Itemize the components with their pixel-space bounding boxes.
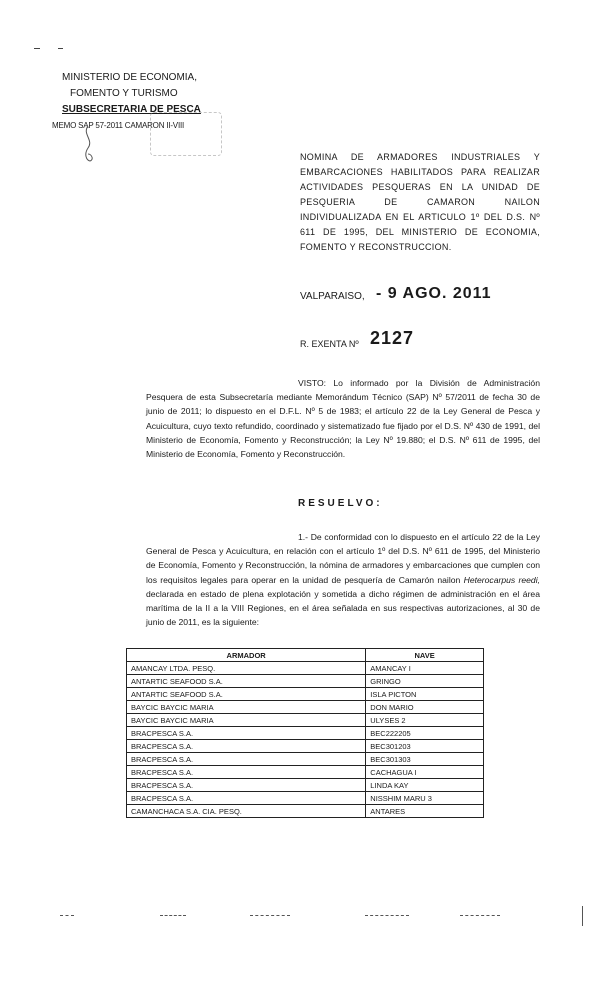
table-row xyxy=(127,688,484,701)
armador-cell: BAYCIC BAYCIC MARIA xyxy=(127,701,366,714)
point-1-tail: declarada en estado de plena explotación y sometida a dicho régimen de administración en el área marítima de la II a la VIII Regiones, en el área señalada en sus respectivas autorizaciones, al 30 de junio de 2011, es la siguiente: xyxy=(146,588,540,628)
scan-mark xyxy=(160,915,186,916)
nave-cell: AMANCAY I xyxy=(366,662,484,675)
scan-mark xyxy=(582,906,584,926)
office-stamp xyxy=(150,112,222,156)
armador-cell: ANTARTIC SEAFOOD S.A. xyxy=(127,675,366,688)
table-row xyxy=(127,753,484,766)
nave-cell: LINDA KAY xyxy=(366,779,484,792)
table-row xyxy=(127,662,484,675)
armador-cell: BRACPESCA S.A. xyxy=(127,792,366,805)
table-header-row xyxy=(127,649,484,662)
nave-cell: CACHAGUA I xyxy=(366,766,484,779)
table-row xyxy=(127,792,484,805)
handwritten-mark xyxy=(78,124,100,164)
armador-cell: AMANCAY LTDA. PESQ. xyxy=(127,662,366,675)
letterhead xyxy=(62,70,262,118)
ministry-subline: FOMENTO Y TURISMO xyxy=(70,88,178,99)
subsecretaria-line: SUBSECRETARIA DE PESCA xyxy=(62,104,201,115)
resolution-number: 2127 xyxy=(370,328,415,348)
document-title: NOMINA DE ARMADORES INDUSTRIALES Y EMBARCACIONES HABILITADOS PARA REALIZAR ACTIVIDADES PESQUERAS EN LA UNIDAD DE PESQUERIA DE CAMARON NAILON INDIVIDUALIZADA EN EL ARTICULO 1º DEL D.S. Nº 611 DE 1995, DEL MINISTERIO DE ECONOMIA, FOMENTO Y RECONSTRUCCION. xyxy=(300,152,540,252)
nave-cell: BEC222205 xyxy=(366,727,484,740)
nave-cell: ISLA PICTON xyxy=(366,688,484,701)
memo-reference: MEMO SAP 57-2011 CAMARON II-VIII xyxy=(52,121,185,130)
scan-mark xyxy=(365,915,409,916)
nave-cell: GRINGO xyxy=(366,675,484,688)
nave-cell: ANTARES xyxy=(366,805,484,818)
table-row xyxy=(127,727,484,740)
column-header-nave: NAVE xyxy=(366,649,484,662)
scan-mark xyxy=(250,915,290,916)
scan-mark xyxy=(460,915,500,916)
table-row xyxy=(127,766,484,779)
point-1-text: 1.- De conformidad con lo dispuesto en el artículo 22 de la Ley General de Pesca y Acuicultura, en relación con el artículo 1º del D.S. Nº 611 de 1995, del Ministerio de Economía, Fomento y Reconstrucción, la nómina de armadores y embarcaciones que cumplen con los requisitos legales para operar en la unidad de pesquería de Camarón nailon xyxy=(146,532,540,585)
table-row xyxy=(127,740,484,753)
armador-cell: BRACPESCA S.A. xyxy=(127,740,366,753)
scan-mark xyxy=(58,48,63,49)
armador-cell: BRACPESCA S.A. xyxy=(127,727,366,740)
armador-cell: BRACPESCA S.A. xyxy=(127,753,366,766)
ministry-line: MINISTERIO DE ECONOMIA, xyxy=(62,72,198,83)
table-row xyxy=(127,675,484,688)
armador-cell: ANTARTIC SEAFOOD S.A. xyxy=(127,688,366,701)
nave-cell: BEC301303 xyxy=(366,753,484,766)
armador-cell: BAYCIC BAYCIC MARIA xyxy=(127,714,366,727)
exenta-label: R. EXENTA Nº xyxy=(300,339,359,349)
table-row xyxy=(127,701,484,714)
table-row xyxy=(127,805,484,818)
armador-cell: CAMANCHACA S.A. CIA. PESQ. xyxy=(127,805,366,818)
resuelvo-heading: RESUELVO: xyxy=(298,498,383,509)
nave-cell: DON MARIO xyxy=(366,701,484,714)
species-name: Heterocarpus reedi, xyxy=(463,574,540,585)
nave-cell: BEC301203 xyxy=(366,740,484,753)
armador-cell: BRACPESCA S.A. xyxy=(127,779,366,792)
point-1-paragraph xyxy=(146,530,540,629)
table-row xyxy=(127,714,484,727)
column-header-armador: ARMADOR xyxy=(127,649,366,662)
armador-cell: BRACPESCA S.A. xyxy=(127,766,366,779)
armadores-table xyxy=(126,648,484,818)
visto-paragraph: VISTO: Lo informado por la División de Administración Pesquera de esta Subsecretaría mediante Memorándum Técnico (SAP) Nº 57/2011 de fecha 30 de junio de 2011; lo dispuesto en el D.F.L. Nº 5 de 1983; el artículo 22 de la Ley General de Pesca y Acuicultura, cuyo texto refundido, coordinado y sistematizado fue fijado por el D.S. Nº 430 de 1991, del Ministerio de Economía, Fomento y Reconstrucción; la Ley Nº 19.880; el D.S. Nº 611 de 1995, del Ministerio de Economía, Fomento y Reconstrucción. xyxy=(146,378,540,460)
date-stamp: - 9 AGO. 2011 xyxy=(376,285,492,302)
table-row xyxy=(127,779,484,792)
nave-cell: NISSHIM MARU 3 xyxy=(366,792,484,805)
scan-mark xyxy=(34,48,40,49)
place: VALPARAISO, xyxy=(300,291,365,302)
scan-mark xyxy=(60,915,74,916)
nave-cell: ULYSES 2 xyxy=(366,714,484,727)
